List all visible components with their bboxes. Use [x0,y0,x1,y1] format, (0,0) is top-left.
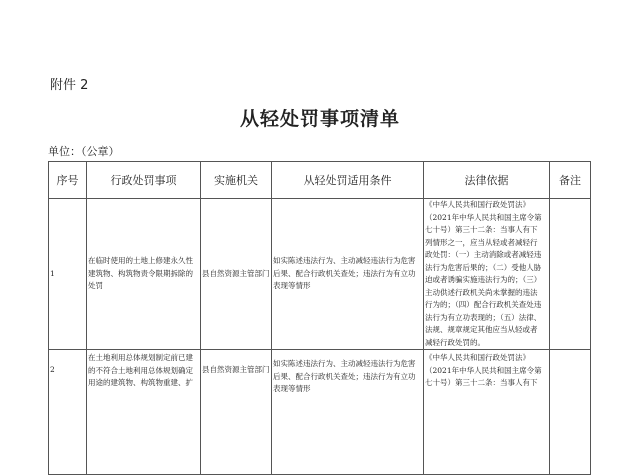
table-header-row [49,162,591,199]
column-header-agency: 实施机关 [201,162,272,199]
document-title: 从轻处罚事项清单 [239,108,400,130]
attachment-label: 附件 2 [50,78,89,93]
unit-label: 单位：（公章） [48,145,120,158]
column-header-law: 法律依据 [424,162,550,199]
cell-note [550,199,591,350]
column-header-item: 行政处罚事项 [87,162,201,199]
cell-condition: 如实陈述违法行为、主动减轻违法行为危害后果、配合行政机关查处；违法行为有立功表现等情形 [272,199,424,350]
cell-item: 在土地利用总体规划制定前已建的不符合土地利用总体规划确定用途的建筑物、构筑物重建、扩 [87,350,201,475]
cell-note [550,350,591,475]
column-header-note: 备注 [550,162,591,199]
cell-agency: 县自然资源主管部门 [201,350,272,475]
column-header-condition: 从轻处罚适用条件 [272,162,424,199]
cell-agency: 县自然资源主管部门 [201,199,272,350]
cell-law: 《中华人民共和国行政处罚法》 （2021年中华人民共和国主席令第 七十号）第三十二条：当事人有下 [424,350,550,475]
column-header-number: 序号 [49,162,87,199]
penalty-table [48,161,591,475]
cell-number: 1 [49,199,87,350]
cell-number: 2 [49,350,87,475]
table-row [49,350,591,475]
table-row [49,199,591,350]
cell-condition: 如实陈述违法行为、主动减轻违法行为危害后果、配合行政机关查处；违法行为有立功表现等情形 [272,350,424,475]
cell-law: 《中华人民共和国行政处罚法》（2021年中华人民共和国主席令第 七十号）第三十二条：当事人有下 列情形之一，应当从轻或者减轻行 政处罚：（一）主动消除或者减轻违 法行为危害后果的；（二）受他人胁 迫或者诱骗实施违法行为的；（三） 主动供述行政机关尚未掌握的违法 行为的；（四）配合行政机关查处违 法行为有立功表现的；（五）法律、 法规、规章规定其他应当从轻或者 减轻行政处罚的。 [424,199,550,350]
cell-item: 在临时使用的土地上修建永久性建筑物、构筑物责令限期拆除的处罚 [87,199,201,350]
